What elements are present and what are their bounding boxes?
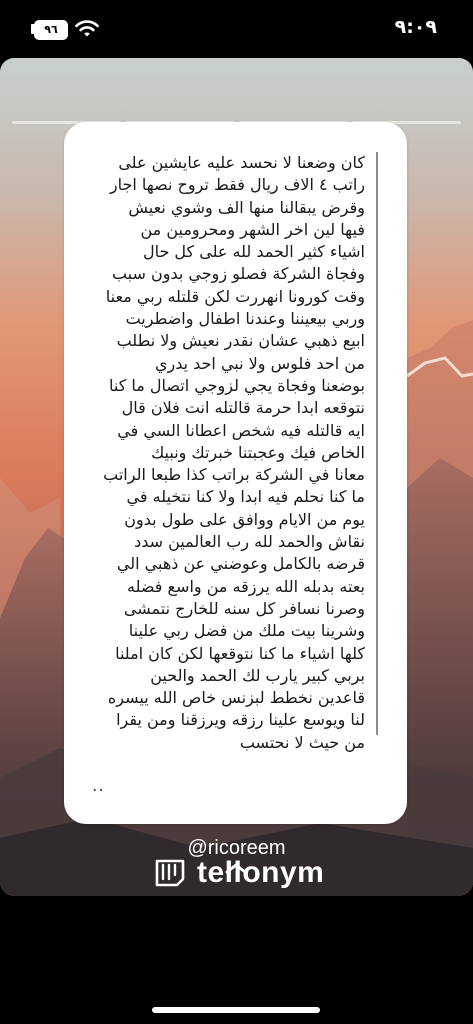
status-time: ٩:٠٩ [394,16,437,38]
brand-name: tellonym [197,856,325,889]
wifi-icon [74,19,100,39]
username-handle[interactable]: @ricoreem [187,837,286,859]
battery-indicator: ٩٦ [34,20,68,40]
status-bar [0,0,473,58]
quote-line [376,152,378,735]
chevron-up-icon[interactable] [224,862,248,874]
tell-message: كان وضعنا لا نحسد عليه عايشين على راتب ٤ الاف ريال فقط تروح نصها اجار وقرض يبقالنا منها الف وشوي نعيش فيها لين اخر الشهر ومحرومين من اشياء كثير الحمد لله على كل حال وفجاة الشركة فصلو زوجي بدون سبب وقت كورونا انهررت لكن قلتله ربي معنا وربي بيعيننا وعندنا اطفال واضطريت ابيع ذهبي عشان نقدر نعيش ولا نطلب من احد فلوس ولا نبي احد يدري بوضعنا وفجاة يجي لزوجي اتصال ما كنا نتوقعه ابدا حرمة قالتله انت فلان قال ايه قالتله فيه شخص اعطانا السي في الخاص فيك وعجبتنا خبرتك ونبيك معانا في الشركة براتب كذا طبعا الراتب ما كنا نحلم فيه ابدا ولا كنا نتخيله في يوم من الايام ووافق على طول بدون نقاش والحمد لله رب العالمين سدد قرضه بالكامل وعوضني عن ذهبي الي بعته بدبله الله يرزقه من واسع فضله وصرنا نسافر كل سنه للخارج نتمشى وشرينا بيت ملك من فضل ربي علينا كلها اشياء ما كنا نتوقعها لكن كان املنا بربي كبير يارب لك الحمد والحين قاعدين نخطط لبزنس خاص الله ييسره لنا ويوسع علينا رزقه ويرزقنا ومن يقرا من حيث لا نحتسب [103,153,365,752]
story-view[interactable] [0,58,473,896]
home-indicator[interactable] [152,1007,320,1013]
tell-card [64,122,407,824]
tellonym-logo-icon [153,857,189,889]
reply-text: .. [92,776,105,796]
